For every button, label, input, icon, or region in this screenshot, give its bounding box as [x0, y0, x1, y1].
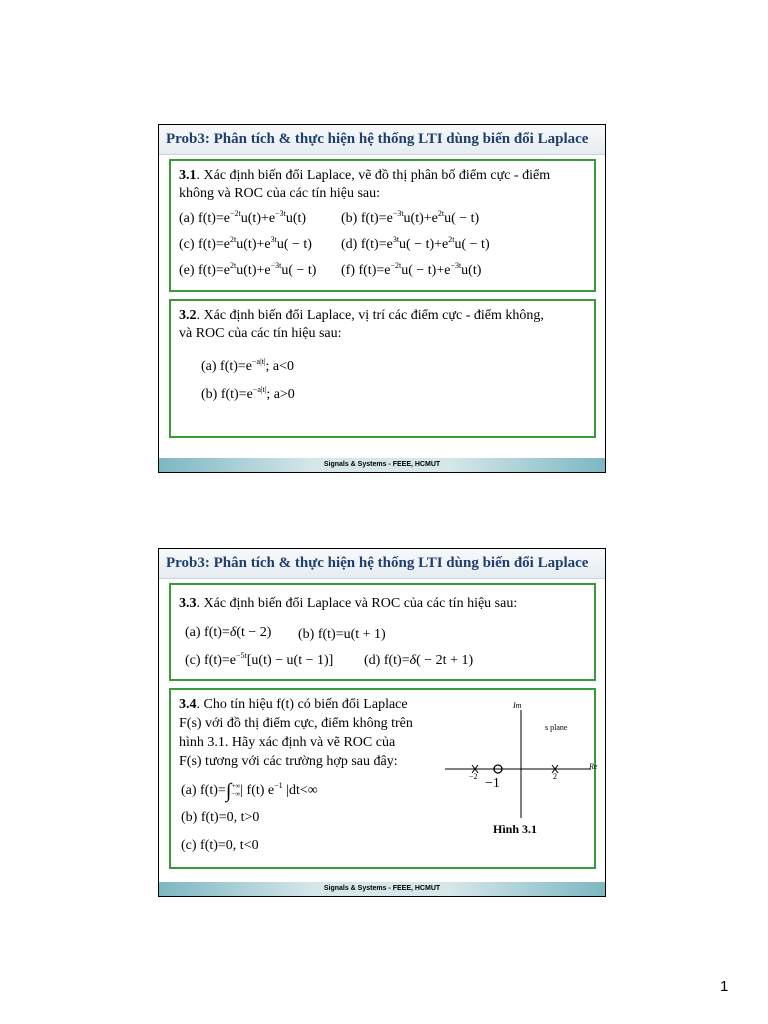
pole-left-label: −2 [469, 772, 478, 781]
slide-2 [158, 548, 606, 897]
problem-3-3-box [169, 583, 596, 681]
problem-text-line2: và ROC của các tín hiệu sau: [179, 326, 342, 341]
item-d: (d) $f(t)=e^{3t}u( - t)+e^{2t}u( - t)$ [341, 235, 490, 252]
problem-number: 3.2 [179, 308, 197, 323]
im-axis-label: Im [513, 701, 522, 710]
problem-statement: . Cho tín hiệu f(t) có biến đổi Laplace [196, 697, 408, 712]
item-e: (e) $f(t)=e^{2t}u(t)+e^{-3t}u( - t)$ [179, 261, 317, 278]
problem-3-1-box [169, 159, 596, 292]
problem-number: 3.4 [179, 697, 197, 712]
slide-footer: Signals & Systems - FEEE, HCMUT [159, 882, 605, 896]
problem-text-line2: không và ROC của các tín hiệu sau: [179, 186, 381, 201]
problem-text [179, 696, 408, 714]
problem-statement: . Xác định biến đổi Laplace, vẽ đồ thị phân bố điểm cực - điểm [196, 168, 551, 183]
s-plane-label: s plane [545, 723, 568, 732]
item-b: (b) $f(t)=e^{-3t}u(t)+e^{2t}u( - t)$ [341, 209, 480, 226]
item-c: (c) $f(t)=e^{-5t}[u(t) - u(t - 1)]$ [185, 651, 334, 668]
item-b: (b) f(t)=0, t>0 [181, 810, 260, 825]
slide-title: Prob3: Phân tích & thực hiện hệ thống LTI dùng biến đổi Laplace [159, 549, 605, 579]
problem-number: 3.1 [179, 168, 197, 183]
item-f: (f) $f(t)=e^{-2t}u( - t)+e^{-3t}u(t)$ [341, 261, 482, 278]
item-a: (a) $f(t)=e^{-a|t|}$; a<0 [201, 357, 295, 374]
pole-right-label: 2 [553, 772, 557, 781]
problem-3-2-box [169, 299, 596, 438]
problem-text-line4: F(s) tương với các trường hợp sau đây: [179, 754, 398, 769]
pole-zero-plot [441, 694, 601, 824]
slide-title: Prob3: Phân tích & thực hiện hệ thống LTI dùng biến đổi Laplace [159, 125, 605, 155]
figure-caption: Hình 3.1 [493, 822, 538, 836]
zero-label: −1 [485, 776, 500, 791]
problem-statement: . Xác định biến đổi Laplace, vị trí các điểm cực - điểm không, [196, 308, 544, 323]
slide-footer: Signals & Systems - FEEE, HCMUT [159, 458, 605, 472]
problem-number: 3.3 [179, 596, 197, 611]
item-d: (d) f(t)=δ( − 2t + 1) [364, 653, 474, 668]
problem-text [179, 167, 550, 185]
item-a: (a) f(t)=δ(t − 2) [185, 625, 272, 640]
item-a: (a) f(t)=∫+∞ −∞| f(t) $e^{-1}$ |dt<∞ [181, 780, 318, 802]
slide-1 [158, 124, 606, 473]
item-a: (a) $f(t)=e^{-2t}u(t)+e^{-3t}u(t)$ [179, 209, 307, 226]
problem-text [179, 307, 544, 325]
problem-statement: . Xác định biến đổi Laplace và ROC của các tín hiệu sau: [196, 596, 518, 611]
item-b: (b) f(t)=u(t + 1) [298, 627, 386, 642]
problem-text [179, 595, 517, 613]
problem-text-line3: hình 3.1. Hãy xác định và vẽ ROC của [179, 735, 396, 750]
item-c: (c) f(t)=0, t<0 [181, 838, 259, 853]
page-number: 1 [720, 978, 729, 995]
problem-text-line2: F(s) với đồ thị điểm cực, điểm không trên [179, 716, 413, 731]
problem-3-4-box [169, 688, 596, 869]
item-b: (b) $f(t)=e^{-a|t|}$; a>0 [201, 385, 295, 402]
re-axis-label: Re [589, 762, 598, 771]
item-c: (c) $f(t)=e^{2t}u(t)+e^{3t}u( - t)$ [179, 235, 312, 252]
